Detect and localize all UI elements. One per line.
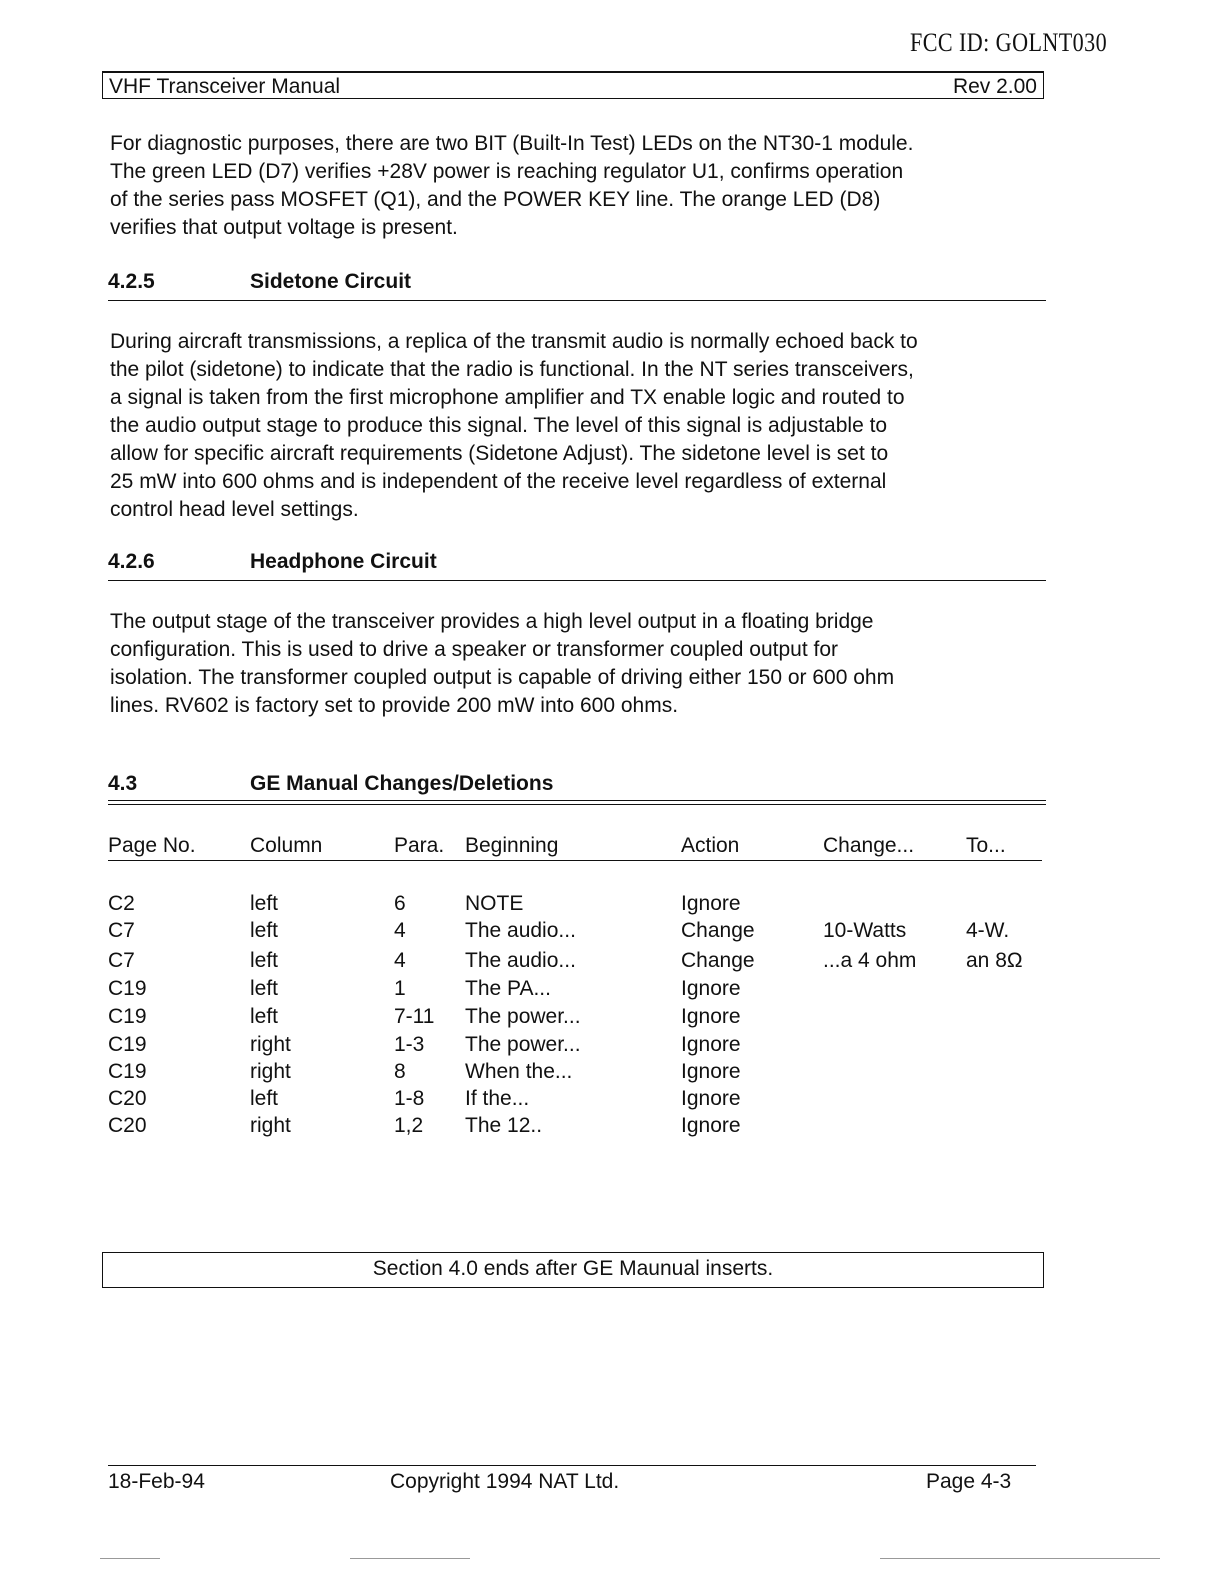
table-header-rule [108,860,1042,861]
cell: The power... [465,1033,581,1056]
column-header: Change... [823,834,915,857]
section-heading-4-2-5 [108,270,1046,301]
table-row [0,1114,1224,1142]
cell: When the... [465,1060,573,1083]
paragraph-line: the audio output stage to produce this signal. The level of this signal is adjustable to [110,414,888,437]
cell: 8 [394,1060,406,1083]
cell: Ignore [681,977,741,1000]
intro-line: For diagnostic purposes, there are two BIT (Built-In Test) LEDs on the NT30-1 module. [110,132,914,155]
cell: If the... [465,1087,530,1110]
paragraph-line: the pilot (sidetone) to indicate that the radio is functional. In the NT series transceivers, [110,358,914,381]
cell: 10-Watts [823,919,907,942]
paragraph-line: 25 mW into 600 ohms and is independent of the receive level regardless of external [110,470,887,493]
section-title: Headphone Circuit [250,550,437,573]
cell: 4 [394,919,406,942]
cell: 1 [394,977,406,1000]
cell: C19 [108,1060,147,1083]
footer-page-number: Page 4-3 [926,1470,1012,1493]
cell: C7 [108,949,135,972]
cell: The power... [465,1005,581,1028]
cell: 4 [394,949,406,972]
paragraph-line: During aircraft transmissions, a replica of the transmit audio is normally echoed back to [110,330,918,353]
paragraph-line: lines. RV602 is factory set to provide 200 mW into 600 ohms. [110,694,679,717]
cell: The PA... [465,977,551,1000]
table-row [0,892,1224,920]
column-header: To... [966,834,1006,857]
column-header: Para. [394,834,445,857]
cell: 1,2 [394,1114,424,1137]
fcc-id: FCC ID: GOLNT030 [910,28,1108,57]
column-header: Column [250,834,323,857]
paragraph-line: configuration. This is used to drive a speaker or transformer coupled output for [110,638,838,661]
paragraph-line: control head level settings. [110,498,359,521]
cell: 4-W. [966,919,1010,942]
cell: left [250,892,279,915]
paragraph-line: isolation. The transformer coupled output is capable of driving either 150 or 600 ohm [110,666,895,689]
cell: C19 [108,1005,147,1028]
cell: an 8Ω [966,949,1023,972]
cell: left [250,949,279,972]
table-row [0,977,1224,1005]
cell: C20 [108,1087,147,1110]
table-row [0,1087,1224,1115]
scan-artifact [880,1558,1160,1559]
section-number: 4.3 [108,772,138,795]
cell: 6 [394,892,406,915]
cell: Ignore [681,1060,741,1083]
section-number: 4.2.5 [108,270,155,293]
cell: Ignore [681,1087,741,1110]
table-row [0,1033,1224,1061]
cell: right [250,1114,291,1137]
paragraph-line: The output stage of the transceiver provides a high level output in a floating bridge [110,610,874,633]
cell: 7-11 [394,1005,435,1028]
section-heading-4-2-6 [108,550,1046,581]
column-header: Action [681,834,740,857]
cell: C19 [108,1033,147,1056]
cell: C7 [108,919,135,942]
cell: 1-3 [394,1033,425,1056]
table-row [0,919,1224,947]
end-note: Section 4.0 ends after GE Maunual inserts. [372,1257,774,1280]
cell: right [250,1033,291,1056]
manual-title: VHF Transceiver Manual [109,75,341,98]
page-header [102,71,1044,99]
paragraph-line: allow for specific aircraft requirements (Sidetone Adjust). The sidetone level is set to [110,442,889,465]
cell: left [250,977,279,1000]
section-heading-4-3 [108,772,1046,801]
cell: Ignore [681,1005,741,1028]
cell: Change [681,949,755,972]
cell: C19 [108,977,147,1000]
scan-artifact [100,1558,160,1559]
revision: Rev 2.00 [952,75,1037,98]
cell: C20 [108,1114,147,1137]
cell: Ignore [681,892,741,915]
end-note-box [102,1252,1044,1288]
cell: The 12.. [465,1114,543,1137]
cell: 1-8 [394,1087,425,1110]
table-row [0,1005,1224,1033]
cell: The audio... [465,919,576,942]
cell: right [250,1060,291,1083]
section-title: GE Manual Changes/Deletions [250,772,554,795]
cell: left [250,1087,279,1110]
footer-rule [108,1465,1036,1466]
section-number: 4.2.6 [108,550,155,573]
footer-date: 18-Feb-94 [108,1470,205,1493]
intro-line: verifies that output voltage is present. [110,216,458,239]
cell: C2 [108,892,135,915]
cell: Ignore [681,1114,741,1137]
scan-artifact [350,1558,470,1559]
intro-line: The green LED (D7) verifies +28V power is reaching regulator U1, confirms operation [110,160,904,183]
cell: NOTE [465,892,524,915]
cell: ...a 4 ohm [823,949,917,972]
cell: left [250,919,279,942]
intro-line: of the series pass MOSFET (Q1), and the POWER KEY line. The orange LED (D8) [110,188,881,211]
section-title: Sidetone Circuit [250,270,412,293]
table-row [0,949,1224,977]
cell: Ignore [681,1033,741,1056]
paragraph-line: a signal is taken from the first microphone amplifier and TX enable logic and routed to [110,386,905,409]
column-header: Page No. [108,834,196,857]
cell: The audio... [465,949,576,972]
cell: left [250,1005,279,1028]
table-row [0,1060,1224,1088]
footer-copyright: Copyright 1994 NAT Ltd. [390,1470,620,1493]
cell: Change [681,919,755,942]
column-header: Beginning [465,834,559,857]
